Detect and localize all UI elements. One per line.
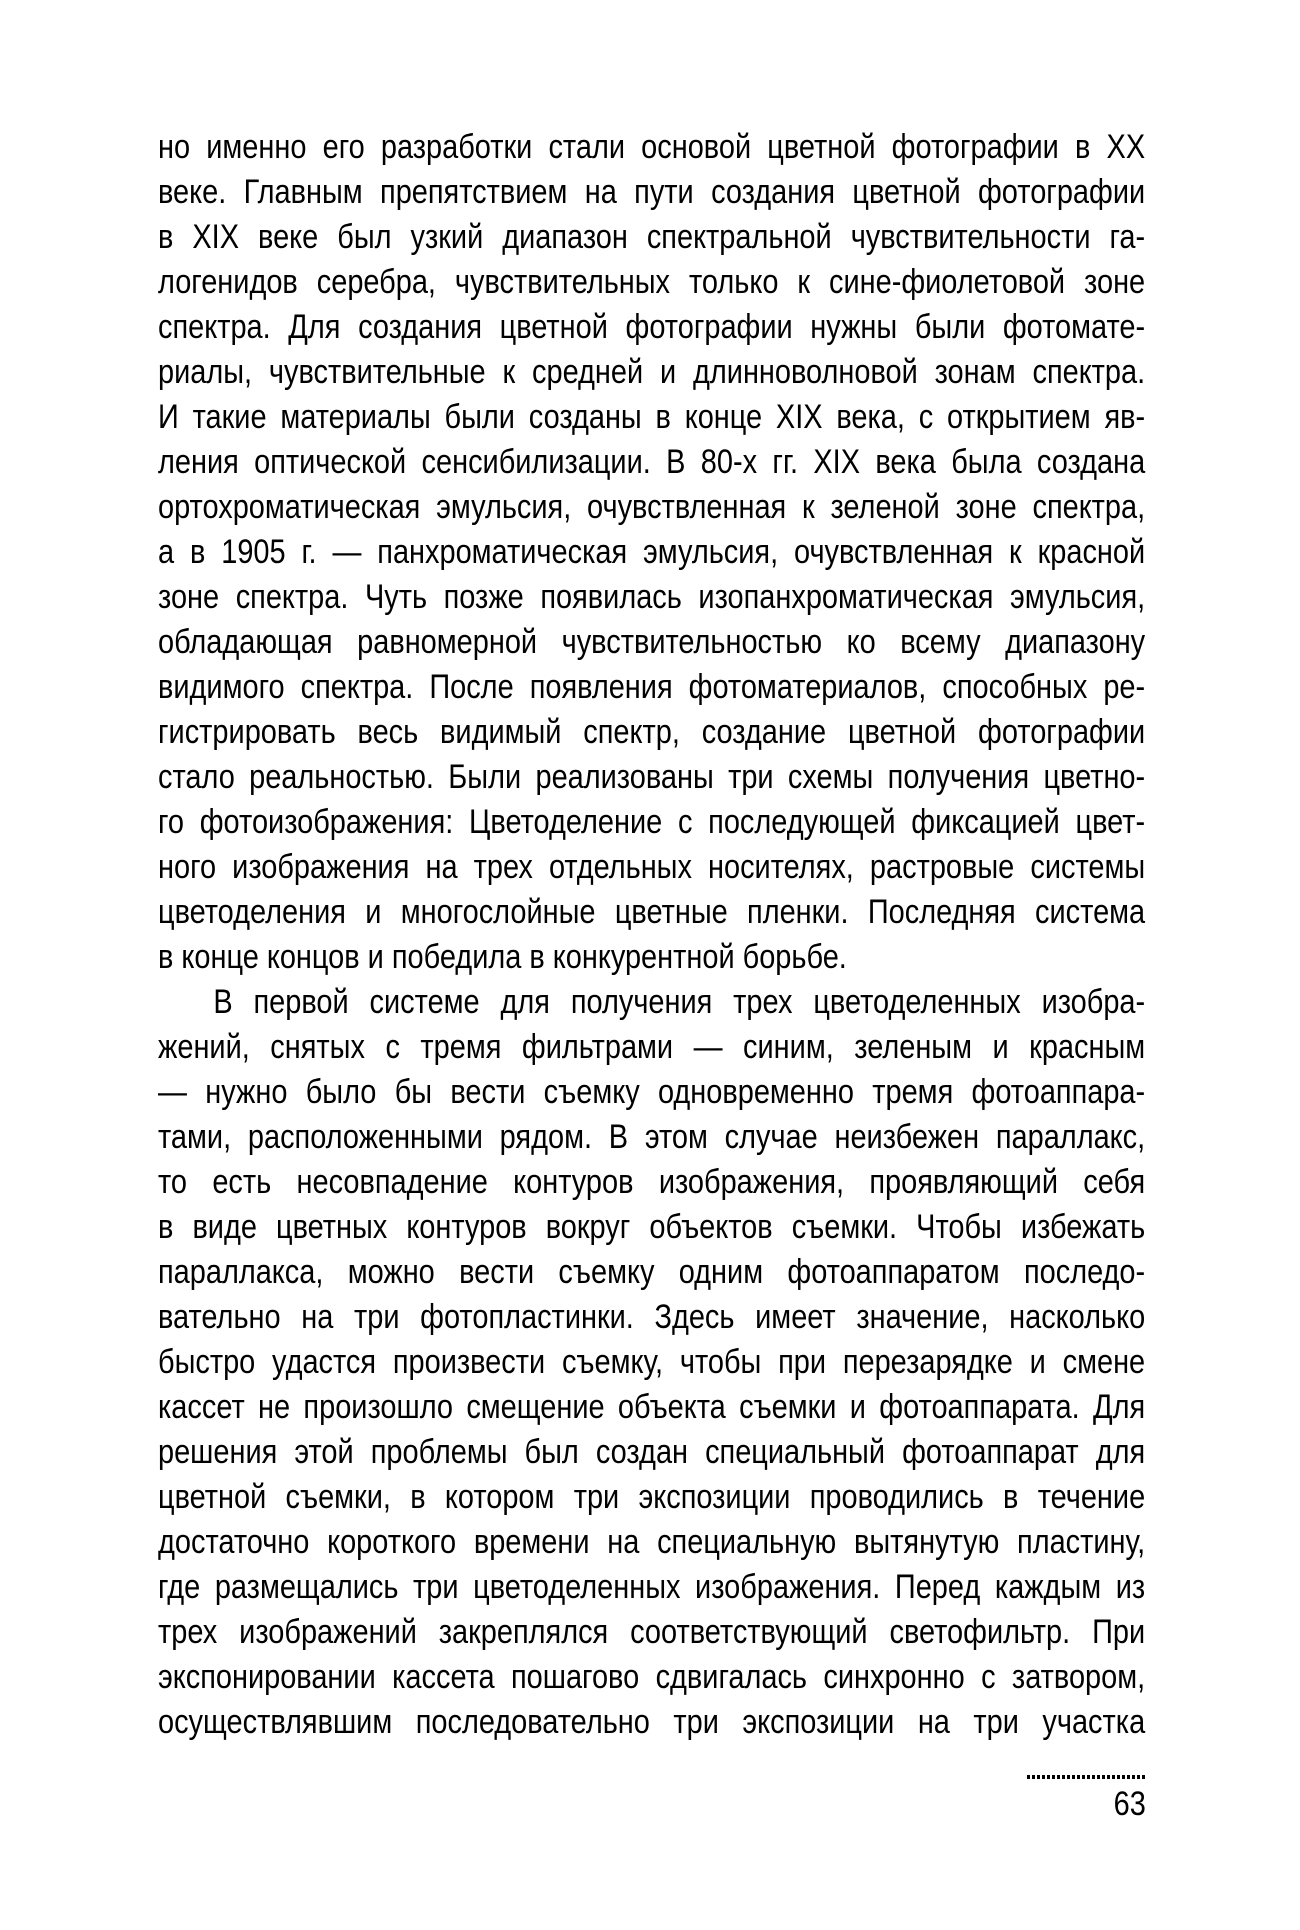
text-line: в XIX веке был узкий диапазон спектральной чувствительности га-	[158, 218, 1146, 256]
text-line: логенидов серебра, чувствительных только к сине-фиолетовой зоне	[158, 263, 1146, 301]
text-line: трех изображений закреплялся соответствующий светофильтр. При	[158, 1613, 1146, 1651]
text-line: — нужно было бы вести съемку одновременно тремя фотоаппара-	[158, 1073, 1146, 1111]
text-line: ного изображения на трех отдельных носителях, растровые системы	[158, 848, 1146, 886]
text-line: И такие материалы были созданы в конце XIX века, с открытием яв-	[158, 398, 1146, 436]
text-line: В первой системе для получения трех цветоделенных изобра-	[213, 983, 1146, 1021]
text-line: быстро удастся произвести съемку, чтобы при перезарядке и смене	[158, 1343, 1146, 1381]
text-line: видимого спектра. После появления фотоматериалов, способных ре-	[158, 668, 1146, 706]
text-line: веке. Главным препятствием на пути создания цветной фотографии	[158, 173, 1146, 211]
text-block	[158, 125, 1145, 1745]
text-line: то есть несовпадение контуров изображения, проявляющий себя	[158, 1163, 1146, 1201]
text-line: цветной съемки, в котором три экспозиции проводились в течение	[158, 1478, 1146, 1516]
text-line: спектра. Для создания цветной фотографии нужны были фотомате-	[158, 308, 1146, 346]
text-line: кассет не произошло смещение объекта съемки и фотоаппарата. Для	[158, 1388, 1146, 1426]
text-line: а в 1905 г. — панхроматическая эмульсия, очувствленная к красной	[158, 533, 1146, 571]
text-line: параллакса, можно вести съемку одним фотоаппаратом последо-	[158, 1253, 1146, 1291]
paragraph	[158, 125, 1145, 980]
text-line: обладающая равномерной чувствительностью ко всему диапазону	[158, 623, 1146, 661]
text-line: зоне спектра. Чуть позже появилась изопанхроматическая эмульсия,	[158, 578, 1146, 616]
text-line: риалы, чувствительные к средней и длинноволновой зонам спектра.	[158, 353, 1146, 391]
text-line: в конце концов и победила в конкурентной борьбе.	[158, 938, 847, 976]
text-line: ления оптической сенсибилизации. В 80-х гг. XIX века была создана	[158, 443, 1146, 481]
text-line: тами, расположенными рядом. В этом случае неизбежен параллакс,	[158, 1118, 1146, 1156]
text-line: в виде цветных контуров вокруг объектов съемки. Чтобы избежать	[158, 1208, 1146, 1246]
text-line: достаточно короткого времени на специальную вытянутую пластину,	[158, 1523, 1146, 1561]
text-line: где размещались три цветоделенных изображения. Перед каждым из	[158, 1568, 1146, 1606]
page-number: 63	[1113, 1785, 1146, 1823]
text-line: ортохроматическая эмульсия, очувствленная к зеленой зоне спектра,	[158, 488, 1146, 526]
text-line: го фотоизображения: Цветоделение с последующей фиксацией цвет-	[158, 803, 1146, 841]
text-line: осуществлявшим последовательно три экспозиции на три участка	[158, 1703, 1146, 1741]
text-line: решения этой проблемы был создан специальный фотоаппарат для	[158, 1433, 1146, 1471]
text-line: цветоделения и многослойные цветные пленки. Последняя система	[158, 893, 1146, 931]
paragraph	[158, 980, 1145, 1745]
footer-rule	[1027, 1775, 1146, 1779]
text-line: но именно его разработки стали основой цветной фотографии в XX	[158, 128, 1146, 166]
text-line: экспонировании кассета пошагово сдвигалась синхронно с затвором,	[158, 1658, 1146, 1696]
text-line: стало реальностью. Были реализованы три схемы получения цветно-	[158, 758, 1146, 796]
text-line: жений, снятых с тремя фильтрами — синим, зеленым и красным	[158, 1028, 1146, 1066]
text-line: вательно на три фотопластинки. Здесь имеет значение, насколько	[158, 1298, 1146, 1336]
text-line: гистрировать весь видимый спектр, создание цветной фотографии	[158, 713, 1146, 751]
